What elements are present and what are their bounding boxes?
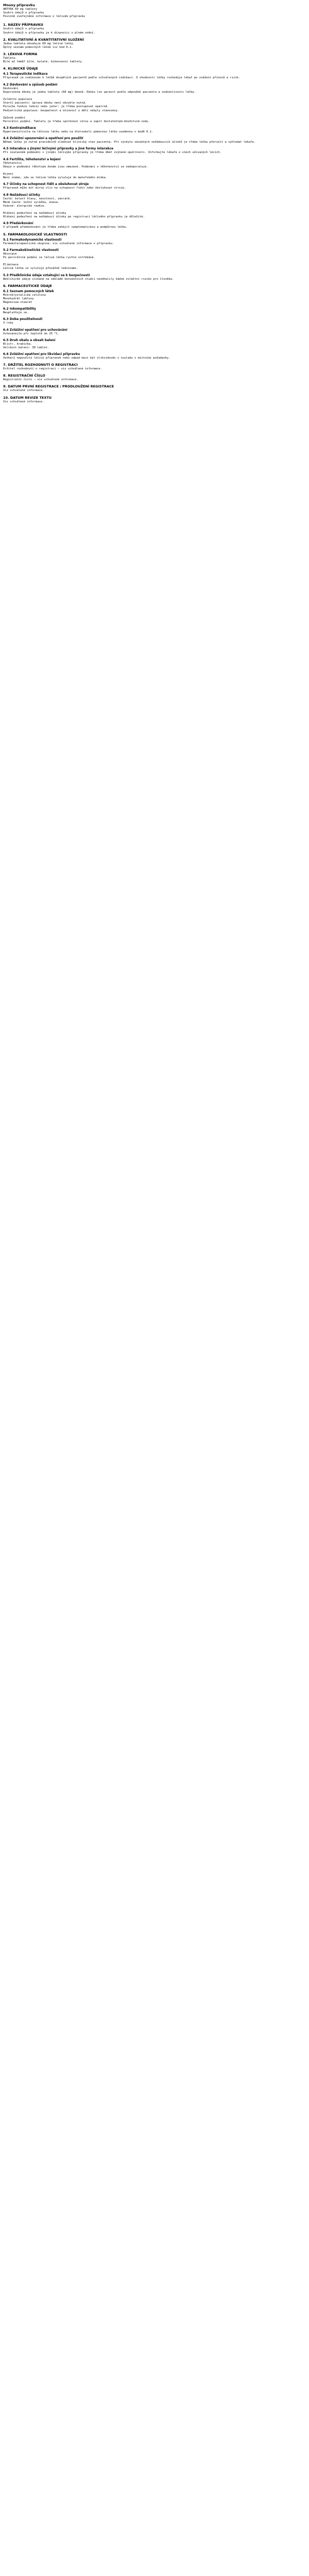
section-heading: 2. KVALITATIVNÍ A KVANTITATIVNÍ SLOŽENÍ [3, 37, 84, 42]
section-heading: 8. REGISTRAČNÍ ČÍSLO [3, 374, 45, 378]
section-paragraph: Držitel rozhodnutí o registraci – viz schválené informace. [3, 367, 102, 371]
section-subheading: 5.1 Farmakodynamické vlastnosti [3, 238, 62, 242]
section-paragraph: Přípravek je indikován k léčbě dospělých pacientů podle schválených indikací. O vhodnosti léčby rozhoduje lékař po zvážení přínosů a rizik. [3, 76, 241, 80]
section-paragraph: Dávkování Doporučená dávka je jedna tableta (60 mg) denně. Dávku lze upravit podle odpovědi pacienta a snášenlivosti léčby. Zvláštní populace Starší pacienti: úprava dávky není obvykle nutná. Porucha funkce ledvin nebo jater: je třeba postupovat opatrně. Pediatrická populace: bezpečnost a účinnost u dětí nebyly stanoveny. Způsob podání Perorální podání. Tabletu je třeba spolknout celou a zapít dostatečným množstvím vody. [3, 87, 196, 123]
section-subheading: 6.5 Druh obalu a obsah balení [3, 338, 56, 342]
subtitle-line: Souhrn údajů o přípravku [3, 11, 44, 15]
section-subheading: 4.6 Fertilita, těhotenství a kojení [3, 157, 61, 161]
section-subheading: 4.9 Předávkování [3, 222, 33, 226]
section-paragraph: Farmakoterapeutická skupina: viz schválené informace o přípravku. [3, 242, 114, 245]
section-paragraph: Neuplatňuje se. [3, 311, 29, 315]
section-paragraph: Absorpce Po perorálním podání se léčivá látka rychle vstřebává. Eliminace Léčivá látka se vylučuje převážně ledvinami. [3, 252, 95, 270]
section-paragraph: Blistr, krabička. Velikost balení: 30 tablet. [3, 342, 49, 349]
section-paragraph: Při současném podávání s jinými léčivými přípravky je třeba dbát zvýšené opatrnosti. Informujte lékaře o všech užívaných lécích. [3, 151, 221, 155]
document-body [3, 23, 306, 403]
subtitle-line: Povinně zveřejněné informace o léčivém přípravku [3, 15, 85, 19]
section-heading: 3. LÉKOVÁ FORMA [3, 52, 38, 57]
section-heading: 9. DATUM PRVNÍ REGISTRACE / PRODLOUŽENÍ REGISTRACE [3, 384, 114, 389]
section-paragraph: Časté: bolest hlavy, nevolnost, závratě. Méně časté: kožní vyrážka, únava. Vzácné: alergické reakce. Hlášení podezření na nežádoucí účinky Hlášení podezření na nežádoucí účinky po registraci léčivého přípravku je důležité. [3, 197, 145, 219]
section-subheading: 4.8 Nežádoucí účinky [3, 193, 40, 197]
section-paragraph: Mikrokrystalická celulosa Monohydrát laktosy Magnesium-stearát [3, 293, 46, 304]
section-subheading: 4.4 Zvláštní upozornění a opatření pro použití [3, 137, 83, 141]
section-paragraph: Těhotenství Údaje o podávání těhotným ženám jsou omezené. Podávání v těhotenství se nedoporučuje. Kojení Není známo, zda se léčivá látka vylučuje do mateřského mléka. [3, 161, 148, 180]
section-paragraph: 3 roky [3, 321, 13, 325]
section-paragraph: Neklinické údaje získané na základě konvenčních studií neodhalily žádné zvláštní riziko pro člověka. [3, 277, 174, 281]
section-subheading: 6.2 Inkompatibility [3, 307, 36, 311]
section-heading: 10. DATUM REVIZE TEXTU [3, 395, 52, 400]
section-paragraph: Viz schválené informace. [3, 389, 44, 393]
section-subheading: 5.2 Farmakokinetické vlastnosti [3, 248, 59, 252]
section-subheading: 6.3 Doba použitelnosti [3, 317, 43, 321]
section-heading: 7. DRŽITEL ROZHODNUTÍ O REGISTRACI [3, 363, 78, 367]
section-subheading: 4.3 Kontraindikace [3, 126, 36, 130]
section-paragraph: Registrační číslo – viz schválené informace. [3, 378, 78, 382]
section-paragraph: Během léčby je nutné pravidelně sledovat klinický stav pacienta. Při výskytu závažných nežádoucích účinků je třeba léčbu přerušit a vyhledat lékaře. [3, 141, 256, 144]
section-heading: 4. KLINICKÉ ÚDAJE [3, 66, 38, 71]
section-paragraph: V případě předávkování je třeba zahájit symptomatickou a podpůrnou léčbu. [3, 226, 128, 229]
section-subheading: 6.1 Seznam pomocných látek [3, 289, 54, 293]
section-paragraph: Souhrn údajů o přípravku Souhrn údajů o přípravku je k dispozici v plném znění. [3, 27, 95, 35]
section-heading: 6. FARMACEUTICKÉ ÚDAJE [3, 283, 52, 288]
section-paragraph: Tableta. Bílé až téměř bílé, kulaté, bikonvexní tablety. [3, 57, 83, 64]
section-subheading: 4.7 Účinky na schopnost řídit a obsluhovat stroje [3, 182, 89, 187]
section-subheading: 4.5 Interakce s jinými léčivými přípravky a jiné formy interakce [3, 147, 114, 151]
document-title: Mnoxy přípravku [3, 3, 35, 7]
section-paragraph: Hypersenzitivita na léčivou látku nebo na kteroukoli pomocnou látku uvedenou v bodě 6.1. [3, 130, 153, 134]
section-heading: 1. NÁZEV PŘÍPRAVKU [3, 23, 43, 27]
section-subheading: 6.6 Zvláštní opatření pro likvidaci přípravku [3, 352, 80, 356]
section-paragraph: Viz schválené informace. [3, 400, 44, 403]
section-paragraph: Jedna tableta obsahuje 60 mg léčivé látky. Úplný seznam pomocných látek viz bod 6.1. [3, 42, 75, 49]
section-paragraph: Uchovávejte při teplotě do 25 °C. [3, 332, 60, 335]
section-subheading: 4.2 Dávkování a způsob podání [3, 82, 58, 87]
subtitle-line: ANTYRA 60 mg tablety [3, 8, 38, 11]
section-subheading: 4.1 Terapeutické indikace [3, 72, 48, 76]
document-subtitle-block [3, 8, 306, 19]
section-subheading: 6.4 Zvláštní opatření pro uchovávání [3, 328, 67, 332]
section-paragraph: Přípravek může mít mírný vliv na schopnost řídit nebo obsluhovat stroje. [3, 187, 126, 190]
section-heading: 5. FARMAKOLOGICKÉ VLASTNOSTI [3, 232, 67, 236]
section-paragraph: Veškerý nepoužitý léčivý přípravek nebo odpad musí být zlikvidován v souladu s místními požadavky. [3, 356, 170, 360]
document-page [0, 0, 309, 404]
section-subheading: 5.3 Předklinické údaje vztahující se k bezpečnosti [3, 273, 90, 277]
